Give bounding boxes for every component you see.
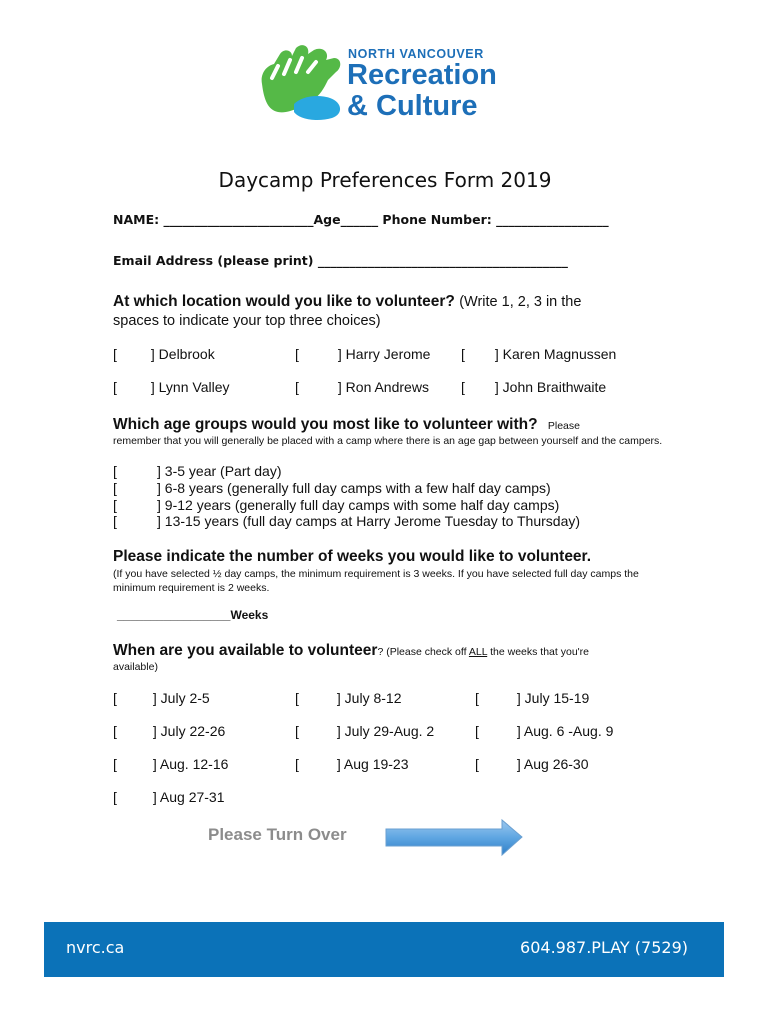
location-option-ron-andrews[interactable] [295, 379, 429, 395]
checkbox-bracket: [ [475, 723, 479, 739]
checkbox-bracket: [ [113, 789, 117, 805]
week-option-aug-26-30[interactable] [475, 756, 589, 772]
option-label: ] Lynn Valley [150, 379, 230, 395]
checkbox-bracket: [ [113, 463, 117, 479]
option-label: ] Karen Magnussen [494, 346, 617, 362]
option-label: ] Ron Andrews [337, 379, 429, 395]
option-label: ] July 15-19 [516, 690, 590, 706]
checkbox-bracket: [ [113, 379, 117, 395]
availability-heading: When are you available to volunteer [113, 642, 378, 659]
option-label: ] July 8-12 [336, 690, 402, 706]
option-label: ] 6-8 years (generally full day camps with a few half day camps) [157, 480, 551, 496]
option-label: ] Aug 27-31 [152, 789, 225, 805]
checkbox-bracket: [ [295, 379, 299, 395]
age-heading-cont: remember that you will generally be placed with a camp where there is an age gap between yourself and the campers. [113, 435, 663, 447]
option-label: ] 13-15 years (full day camps at Harry Jerome Tuesday to Thursday) [157, 513, 581, 529]
age-question [113, 416, 580, 434]
checkbox-bracket: [ [113, 480, 117, 496]
availability-note-b: the weeks that you're [487, 646, 589, 658]
location-option-karen-magnussen[interactable] [461, 346, 616, 362]
checkbox-bracket: [ [113, 497, 117, 513]
week-option-july-8-12[interactable] [295, 690, 401, 706]
option-label: ] July 29-Aug. 2 [336, 723, 435, 739]
option-label: ] July 2-5 [152, 690, 210, 706]
option-label: ] Aug 19-23 [336, 756, 409, 772]
footer-website[interactable]: nvrc.ca [66, 938, 125, 957]
logo-line2: Recreation [347, 59, 497, 91]
option-label: ] Aug. 12-16 [152, 756, 229, 772]
location-option-delbrook[interactable] [113, 346, 215, 362]
option-label: ] Delbrook [150, 346, 215, 362]
option-label: ] July 22-26 [152, 723, 226, 739]
week-option-july-22-26[interactable] [113, 723, 225, 739]
location-question [113, 293, 581, 311]
checkbox-bracket: [ [113, 723, 117, 739]
form-title: Daycamp Preferences Form 2019 [218, 168, 552, 192]
footer-bar [44, 922, 724, 977]
option-label: ] Aug 26-30 [516, 756, 589, 772]
week-option-aug-12-16[interactable] [113, 756, 228, 772]
availability-note-cont: available) [113, 661, 158, 673]
weeks-field[interactable]: _________________Weeks [117, 608, 269, 622]
option-label: ] 9-12 years (generally full day camps with some half day camps) [157, 497, 560, 513]
availability-note-all: ALL [468, 646, 488, 658]
logo-line3: & Culture [347, 90, 478, 122]
location-heading: At which location would you like to volunteer? [113, 293, 455, 310]
availability-question [113, 642, 589, 660]
weeks-heading: Please indicate the number of weeks you would like to volunteer. [113, 548, 592, 565]
checkbox-bracket: [ [475, 690, 479, 706]
option-label: ] 3-5 year (Part day) [157, 463, 282, 479]
checkbox-bracket: [ [113, 346, 117, 362]
logo-line1: NORTH VANCOUVER [348, 47, 484, 61]
location-option-john-braithwaite[interactable] [461, 379, 606, 395]
right-arrow-icon [384, 818, 524, 858]
turn-over-label: Please Turn Over [208, 825, 347, 844]
name-age-phone-field[interactable]: NAME: ________________________Age______ Phone Number: __________________ [113, 212, 609, 227]
option-label: ] Aug. 6 -Aug. 9 [516, 723, 614, 739]
checkbox-bracket: [ [295, 346, 299, 362]
checkbox-bracket: [ [113, 756, 117, 772]
checkbox-bracket: [ [461, 346, 465, 362]
checkbox-bracket: [ [461, 379, 465, 395]
checkbox-bracket: [ [113, 513, 117, 529]
week-option-aug-19-23[interactable] [295, 756, 409, 772]
email-field[interactable]: Email Address (please print) ________________________________________ [113, 253, 568, 268]
week-option-aug-6-9[interactable] [475, 723, 613, 739]
location-heading-note: (Write 1, 2, 3 in the [459, 294, 582, 310]
checkbox-bracket: [ [295, 690, 299, 706]
checkbox-bracket: [ [475, 756, 479, 772]
checkbox-bracket: [ [295, 756, 299, 772]
week-option-july-2-5[interactable] [113, 690, 210, 706]
location-heading-cont: spaces to indicate your top three choices) [113, 313, 381, 329]
week-option-aug-27-31[interactable] [113, 789, 225, 805]
week-option-july-15-19[interactable] [475, 690, 589, 706]
checkbox-bracket: [ [295, 723, 299, 739]
age-heading: Which age groups would you most like to volunteer with? [113, 416, 538, 433]
location-option-harry-jerome[interactable] [295, 346, 430, 362]
age-heading-note: Please [547, 420, 580, 432]
location-option-lynn-valley[interactable] [113, 379, 230, 395]
hand-mark-icon [262, 45, 341, 120]
checkbox-bracket: [ [113, 690, 117, 706]
footer-phone[interactable]: 604.987.PLAY (7529) [520, 938, 688, 957]
week-option-july-29-aug-2[interactable] [295, 723, 434, 739]
availability-note-a: ? (Please check off [377, 646, 469, 658]
option-label: ] Harry Jerome [337, 346, 431, 362]
weeks-note: (If you have selected ½ day camps, the minimum requirement is 3 weeks. If you have selected full day camps the minimum requirement is 2 weeks. [113, 568, 639, 594]
option-label: ] John Braithwaite [494, 379, 607, 395]
